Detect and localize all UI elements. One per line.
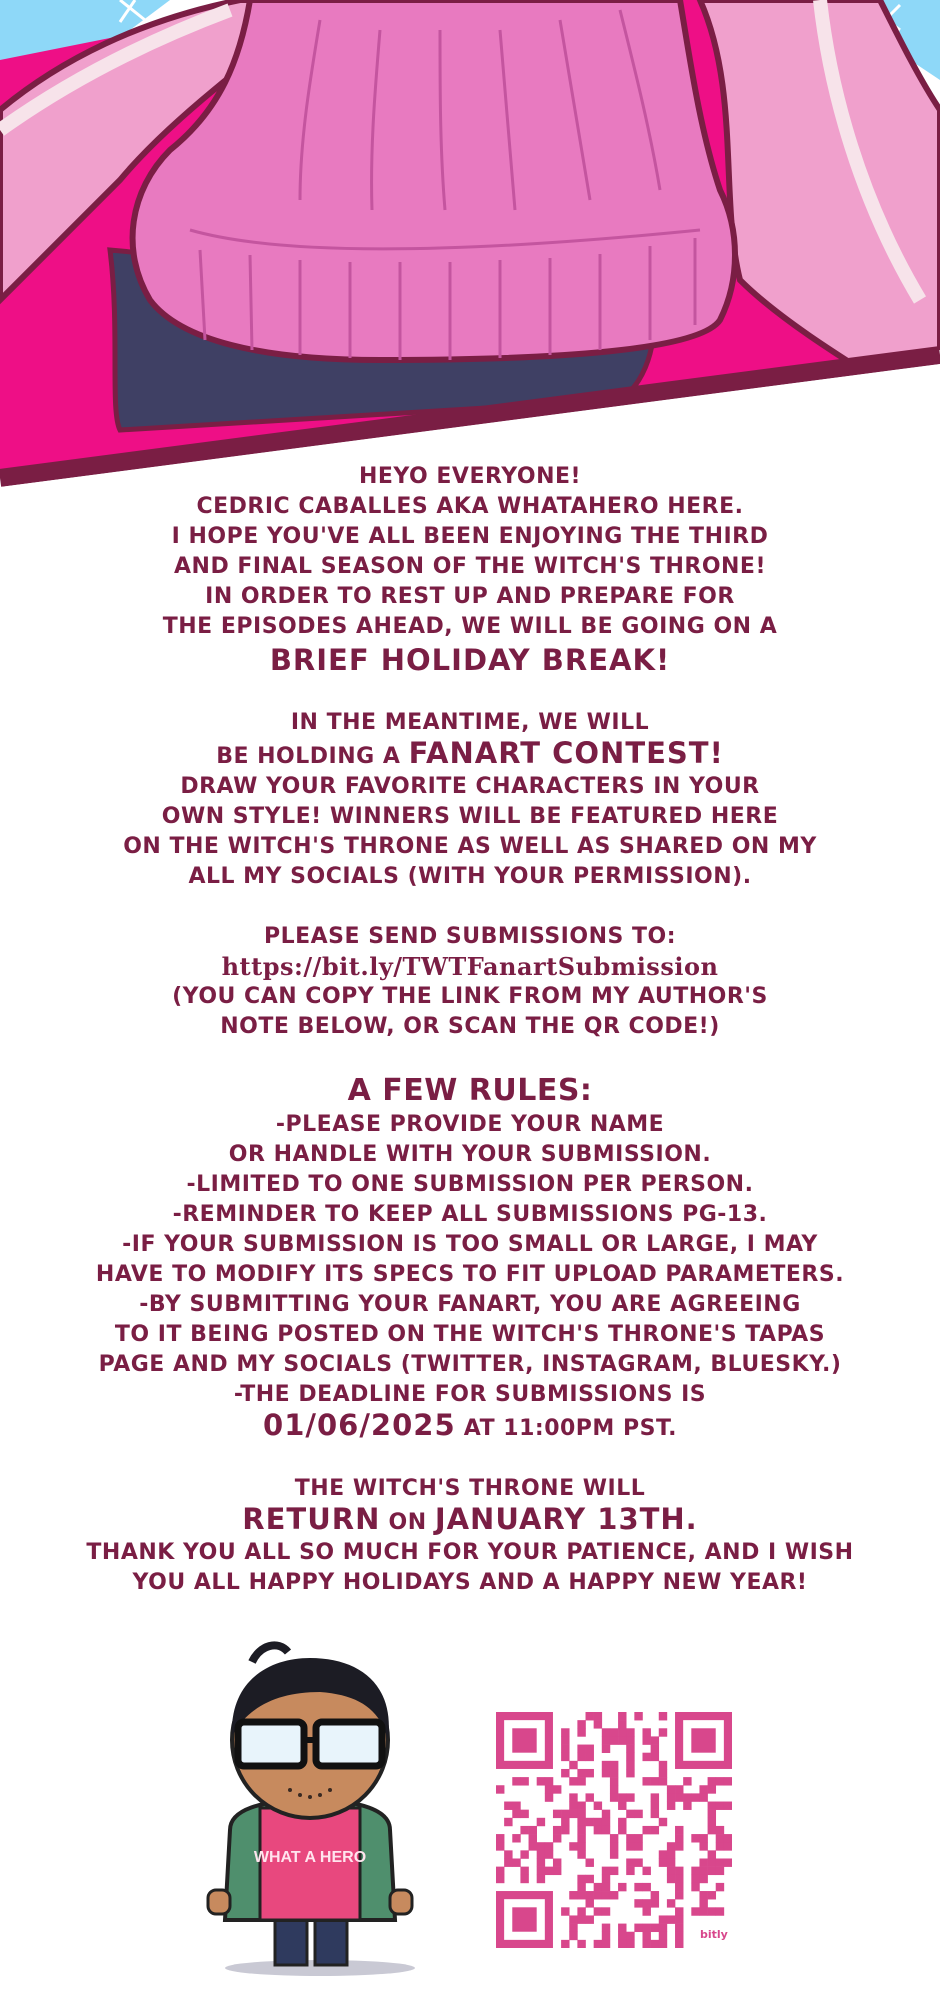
- closing-line-2: YOU ALL HAPPY HOLIDAYS AND A HAPPY NEW YEAR!: [132, 1570, 808, 1595]
- rule-line: TO IT BEING POSTED ON THE WITCH'S THRONE'S TAPAS: [114, 1322, 826, 1347]
- submission-link[interactable]: https://bit.ly/TWTFanartSubmission: [221, 952, 719, 981]
- submit-line-1: PLEASE SEND SUBMISSIONS TO:: [263, 924, 676, 949]
- contest-line-6: ALL MY SOCIALS (WITH YOUR PERMISSION).: [188, 864, 752, 889]
- contest-line-3: DRAW YOUR FAVORITE CHARACTERS IN YOUR: [180, 774, 760, 799]
- closing-line-1: THANK YOU ALL SO MUCH FOR YOUR PATIENCE, AND I WISH: [86, 1540, 854, 1565]
- rules-header: A FEW RULES:: [347, 1073, 593, 1108]
- rule-line: -PLEASE PROVIDE YOUR NAME: [275, 1112, 665, 1137]
- rule-line: -LIMITED TO ONE SUBMISSION PER PERSON.: [186, 1172, 754, 1197]
- rule-line: -THE DEADLINE FOR SUBMISSIONS IS: [233, 1382, 707, 1407]
- return-on: ON: [388, 1510, 427, 1535]
- return-line-2: [0, 1504, 940, 1538]
- intro-line-5: THE EPISODES AHEAD, WE WILL BE GOING ON A: [162, 614, 778, 639]
- mascot-shirt-text: WHAT A HERO: [253, 1849, 367, 1866]
- contest-line-5: ON THE WITCH'S THRONE AS WELL AS SHARED ON MY: [123, 834, 817, 859]
- rule-line: OR HANDLE WITH YOUR SUBMISSION.: [228, 1142, 712, 1167]
- qr-code[interactable]: [496, 1712, 732, 1948]
- glasses-icon: [238, 1722, 304, 1766]
- header-illustration: [0, 0, 940, 500]
- intro-line-2: I HOPE YOU'VE ALL BEEN ENJOYING THE THIRD: [171, 524, 769, 549]
- contest-headline: FANART CONTEST!: [408, 736, 724, 770]
- intro-line-3: AND FINAL SEASON OF THE WITCH'S THRONE!: [174, 554, 766, 579]
- rule-line: HAVE TO MODIFY ITS SPECS TO FIT UPLOAD PARAMETERS.: [95, 1262, 845, 1287]
- return-date: JANUARY 13TH.: [434, 1502, 698, 1536]
- contest-line-2: [0, 738, 940, 772]
- greeting-line: HEYO EVERYONE!: [358, 464, 582, 489]
- return-line-1: THE WITCH'S THRONE WILL: [294, 1476, 646, 1501]
- intro-line-4: IN ORDER TO REST UP AND PREPARE FOR: [205, 584, 735, 609]
- return-word: RETURN: [242, 1502, 381, 1536]
- intro-line-1: CEDRIC CABALLES AKA WHATAHERO HERE.: [196, 494, 744, 519]
- rule-line: -IF YOUR SUBMISSION IS TOO SMALL OR LARGE, I MAY: [122, 1232, 818, 1257]
- rule-line: -REMINDER TO KEEP ALL SUBMISSIONS PG-13.: [172, 1202, 768, 1227]
- announcement-text: [0, 462, 940, 1598]
- submit-line-3: (YOU CAN COPY THE LINK FROM MY AUTHOR'S: [172, 984, 768, 1009]
- contest-line-4: OWN STYLE! WINNERS WILL BE FEATURED HERE: [161, 804, 779, 829]
- deadline-time: AT 11:00PM PST.: [463, 1416, 677, 1441]
- contest-line-2-pre: BE HOLDING A: [216, 744, 401, 769]
- deadline-date: 01/06/2025: [263, 1408, 456, 1442]
- contest-line-1: IN THE MEANTIME, WE WILL: [290, 710, 650, 735]
- author-mascot: [190, 1640, 440, 1980]
- rule-line: PAGE AND MY SOCIALS (TWITTER, INSTAGRAM, BLUESKY.): [98, 1352, 842, 1377]
- submit-line-4: NOTE BELOW, OR SCAN THE QR CODE!): [220, 1014, 720, 1039]
- deadline-line: [0, 1410, 940, 1444]
- break-headline: BRIEF HOLIDAY BREAK!: [269, 643, 671, 677]
- rule-line: -BY SUBMITTING YOUR FANART, YOU ARE AGREEING: [139, 1292, 801, 1317]
- bitly-label: bitly: [700, 1928, 728, 1941]
